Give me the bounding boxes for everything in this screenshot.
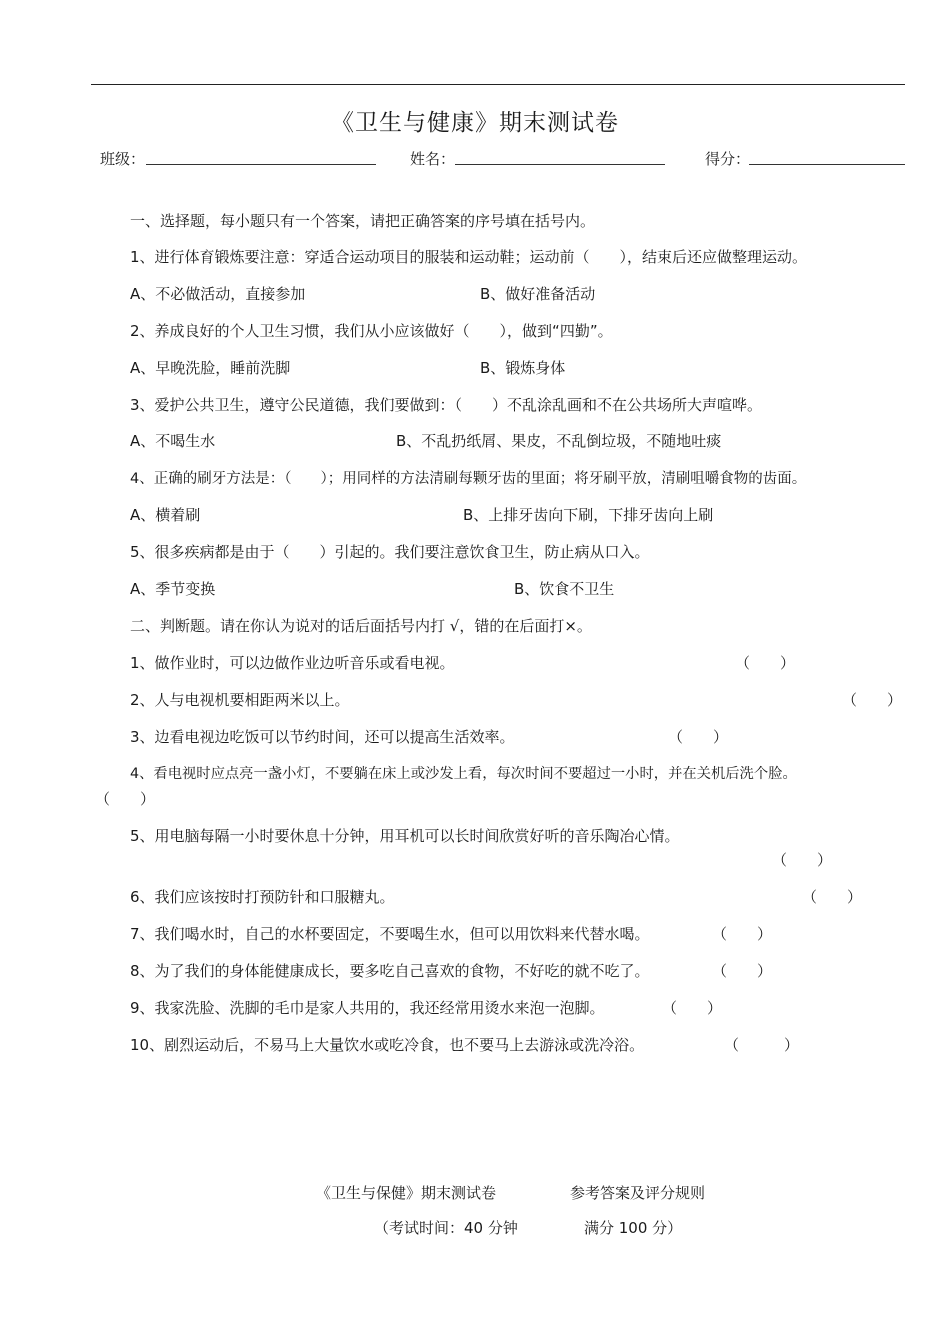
tf-item-text: 3、边看电视边吃饭可以节约时间，还可以提高生活效率。 (130, 728, 515, 746)
tf-item-paren[interactable]: （ ） (95, 790, 156, 808)
tf-item-text: 8、为了我们的身体能健康成长，要多吃自己喜欢的食物，不好吃的就不吃了。 (130, 962, 650, 980)
class-field[interactable] (146, 164, 376, 165)
q1-text: 1、进行体育锻炼要注意：穿适合运动项目的服装和运动鞋；运动前（ ），结束后还应做整理运动。 (130, 248, 808, 266)
score-field[interactable] (749, 164, 905, 165)
q5-text: 5、很多疾病都是由于（ ）引起的。我们要注意饮食卫生，防止病从口入。 (130, 543, 650, 561)
q3-option-b: B、不乱扔纸屑、果皮，不乱倒垃圾，不随地吐痰 (396, 432, 722, 450)
tf-item-paren[interactable]: （ ） (802, 888, 863, 906)
q2-option-b: B、锻炼身体 (480, 359, 566, 377)
tf-item-paren[interactable]: （ ） (668, 728, 729, 746)
name-label: 姓名： (410, 150, 456, 168)
tf-item-paren[interactable]: （ ） (712, 962, 773, 980)
q4-option-b: B、上排牙齿向下刷，下排牙齿向上刷 (463, 506, 714, 524)
q5-option-b: B、饮食不卫生 (514, 580, 615, 598)
tf-item-text: 5、用电脑每隔一小时要休息十分钟，用耳机可以长时间欣赏好听的音乐陶冶心情。 (130, 827, 680, 845)
tf-item-text: 10、剧烈运动后，不易马上大量饮水或吃冷食，也不要马上去游泳或洗冷浴。 (130, 1036, 645, 1054)
score-label: 得分： (705, 150, 751, 168)
page-title: 《卫生与健康》期末测试卷 (331, 110, 619, 136)
tf-item-paren[interactable]: （ ） (712, 925, 773, 943)
tf-item-text: 9、我家洗脸、洗脚的毛巾是家人共用的，我还经常用烫水来泡一泡脚。 (130, 999, 605, 1017)
tf-item-paren[interactable]: （ ） (724, 1036, 800, 1054)
answer-key-title: 《卫生与保健》期末测试卷 (316, 1184, 497, 1202)
q3-text: 3、爱护公共卫生，遵守公民道德，我们要做到：（ ）不乱涂乱画和不在公共场所大声喧哗。 (130, 396, 763, 414)
tf-item-paren[interactable]: （ ） (662, 999, 723, 1017)
q2-text: 2、养成良好的个人卫生习惯，我们从小应该做好（ ），做到“四勤”。 (130, 322, 613, 340)
section2-heading: 二、判断题。请在你认为说对的话后面括号内打 √，错的在后面打×。 (130, 617, 592, 635)
q1-option-b: B、做好准备活动 (480, 285, 596, 303)
q1-option-a: A、不必做活动，直接参加 (130, 285, 306, 303)
top-rule (91, 84, 905, 85)
q4-option-a: A、横着刷 (130, 506, 201, 524)
full-score: 满分 100 分） (584, 1219, 683, 1237)
tf-item-text: 6、我们应该按时打预防针和口服糖丸。 (130, 888, 395, 906)
q4-text: 4、正确的刷牙方法是：（ ）；用同样的方法清刷每颗牙齿的里面；将牙刷平放，清刷咀嚼食物的齿面。 (130, 471, 807, 487)
tf-item-text: 2、人与电视机要相距两米以上。 (130, 691, 350, 709)
exam-time: （考试时间：40 分钟 (374, 1219, 518, 1237)
tf-item-paren[interactable]: （ ） (772, 851, 833, 869)
tf-item-text: 1、做作业时，可以边做作业边听音乐或看电视。 (130, 654, 455, 672)
q5-option-a: A、季节变换 (130, 580, 216, 598)
name-field[interactable] (455, 164, 665, 165)
tf-item-paren[interactable]: （ ） (735, 654, 796, 672)
tf-item-paren[interactable]: （ ） (842, 691, 903, 709)
q3-option-a: A、不喝生水 (130, 432, 216, 450)
class-label: 班级： (100, 150, 146, 168)
section1-heading: 一、选择题，每小题只有一个答案，请把正确答案的序号填在括号内。 (130, 212, 596, 230)
q2-option-a: A、早晚洗脸，睡前洗脚 (130, 359, 291, 377)
tf-item-text: 7、我们喝水时，自己的水杯要固定，不要喝生水，但可以用饮料来代替水喝。 (130, 925, 650, 943)
answer-key-subtitle: 参考答案及评分规则 (570, 1184, 706, 1202)
tf-item-text: 4、看电视时应点亮一盏小灯，不要躺在床上或沙发上看，每次时间不要超过一小时，并在关机后洗个脸。 (130, 766, 797, 782)
